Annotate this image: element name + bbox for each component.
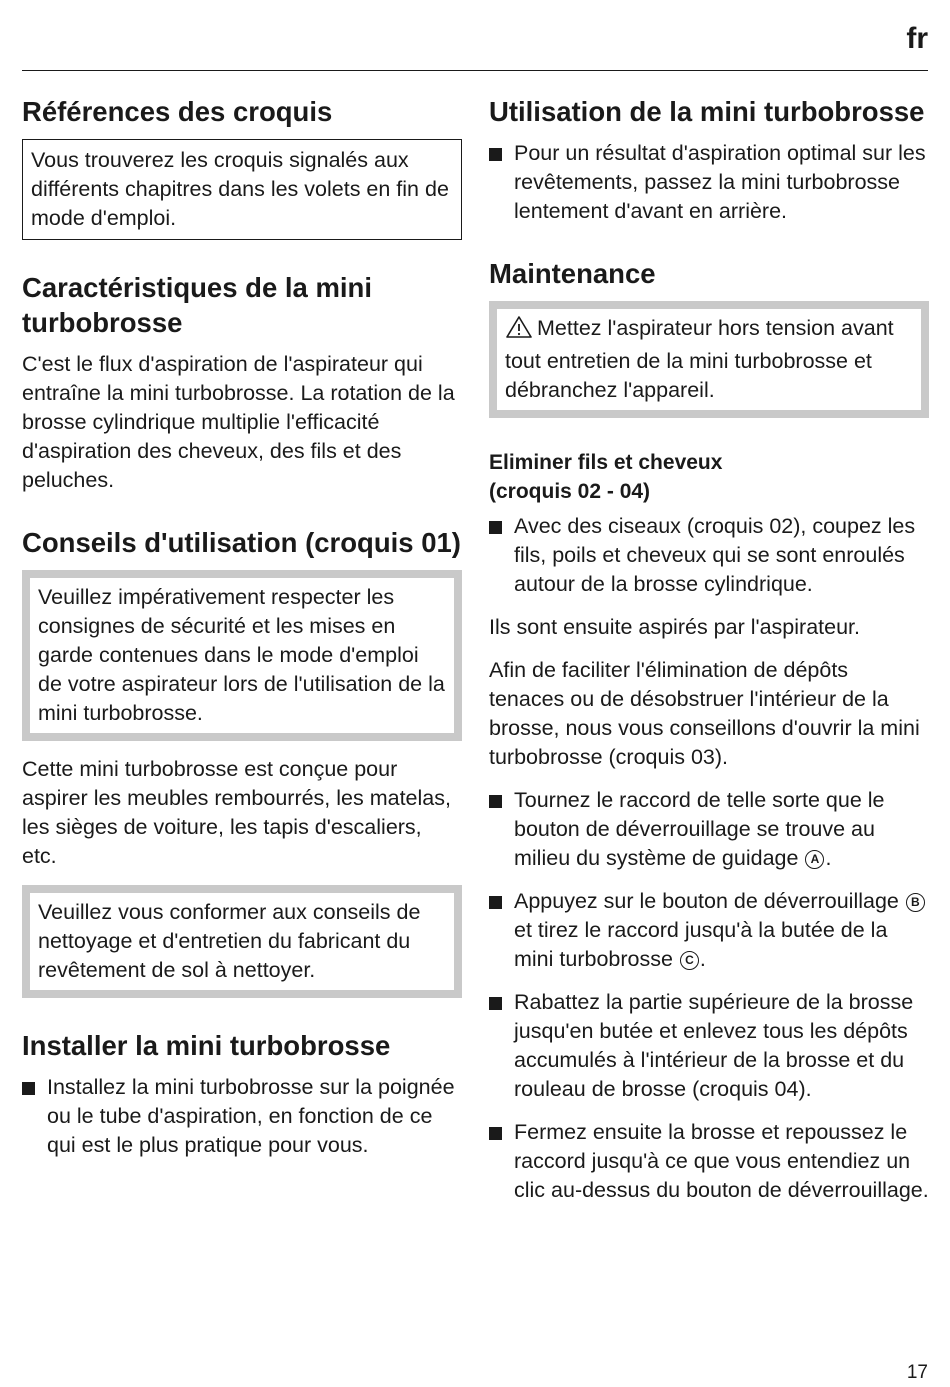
warning-text: Mettez l'aspirateur hors tension avant tout entretien de la mini turbobrosse et débranchez l'appareil. [505,316,894,402]
language-label: fr [906,22,928,55]
list-item-text-mid: et tirez le raccord jusqu'à la butée de la mini turbobrosse [514,918,888,971]
list-item [489,786,929,873]
warning-triangle-icon [505,315,533,347]
warning-box [489,301,929,418]
list-item [489,139,929,226]
usage-paragraph: Cette mini turbobrosse est conçue pour aspirer les meubles rembourrés, les matelas, les sièges de voiture, les tapis d'escaliers, etc. [22,757,451,868]
section-title-using-brush: Utilisation de la mini turbobrosse [489,96,925,127]
section-title-features: Caractéristiques de la mini turbobrosse [22,272,372,338]
marker-b-icon: B [906,893,925,912]
section-title-install: Installer la mini turbobrosse [22,1030,391,1061]
marker-a-icon: A [805,850,824,869]
bullet-icon [22,1082,35,1095]
cleaning-paragraph-1: Ils sont ensuite aspirés par l'aspirateur. [489,615,860,639]
cleaning-paragraph-2: Afin de faciliter l'élimination de dépôts tenaces ou de désobstruer l'intérieur de la brosse, nous vous conseillons d'ouvrir la mini turbobrosse (croquis 03). [489,658,920,769]
page-number: 17 [906,1362,928,1383]
references-note: Vous trouverez les croquis signalés aux différents chapitres dans les volets en fin de mode d'emploi. [31,148,449,230]
section-title-maintenance: Maintenance [489,258,656,289]
header-rule [22,70,928,71]
install-list [22,1073,462,1160]
list-item-text: Appuyez sur le bouton de déverrouillage [514,889,899,913]
subsection-title-line2: (croquis 02 - 04) [489,480,651,503]
bullet-icon [489,795,502,808]
list-item-text-end: . [699,947,706,971]
subsection-title-remove-threads [489,448,929,506]
safety-note-box [22,570,462,741]
right-column [489,86,929,1219]
marker-c-icon: C [680,951,699,970]
list-item-text: Pour un résultat d'aspiration optimal sur les revêtements, passez la mini turbobrosse lentement d'avant en arrière. [514,141,926,223]
warning-note [505,314,913,405]
list-item-text: Installez la mini turbobrosse sur la poignée ou le tube d'aspiration, en fonction de ce qui est le plus pratique pour vous. [47,1075,455,1157]
list-item-text: Rabattez la partie supérieure de la brosse jusqu'en butée et enlevez tous les dépôts accumulés à l'intérieur de la brosse et du rouleau de brosse (croquis 04). [514,990,914,1101]
bullet-icon [489,1127,502,1140]
subsection-title-line1: Eliminer fils et cheveux [489,451,723,474]
references-note-box [22,139,462,240]
list-item [489,887,929,974]
list-item-text: Tournez le raccord de telle sorte que le bouton de déverrouillage se trouve au milieu du système de guidage [514,788,885,870]
bullet-icon [489,896,502,909]
section-title-references: Références des croquis [22,96,333,127]
bullet-icon [489,997,502,1010]
list-item [22,1073,462,1160]
left-column [22,86,462,1174]
cleaning-list-1 [489,512,929,599]
list-item [489,512,929,599]
cleaning-list-2 [489,786,929,1205]
safety-note: Veuillez impérativement respecter les consignes de sécurité et les mises en garde contenues dans le mode d'emploi de votre aspirateur lors de l'utilisation de la mini turbobrosse. [38,585,445,725]
list-item-text-end: . [825,846,832,870]
list-item [489,988,929,1104]
manufacturer-note: Veuillez vous conformer aux conseils de nettoyage et d'entretien du fabricant du revêtement de sol à nettoyer. [38,900,421,982]
list-item [489,1118,929,1205]
features-paragraph: C'est le flux d'aspiration de l'aspirateur qui entraîne la mini turbobrosse. La rotation de la brosse cylindrique multiplie l'efficacité d'aspiration des cheveux, des fils et des peluches. [22,352,455,492]
using-list [489,139,929,226]
list-item-text: Avec des ciseaux (croquis 02), coupez les fils, poils et cheveux qui se sont enroulés autour de la brosse cylindrique. [514,514,916,596]
list-item-text: Fermez ensuite la brosse et repoussez le raccord jusqu'à ce que vous entendiez un clic au-dessus du bouton de déverrouillage. [514,1120,929,1202]
bullet-icon [489,521,502,534]
section-title-usage-tips: Conseils d'utilisation (croquis 01) [22,527,461,558]
bullet-icon [489,148,502,161]
manufacturer-note-box [22,885,462,998]
